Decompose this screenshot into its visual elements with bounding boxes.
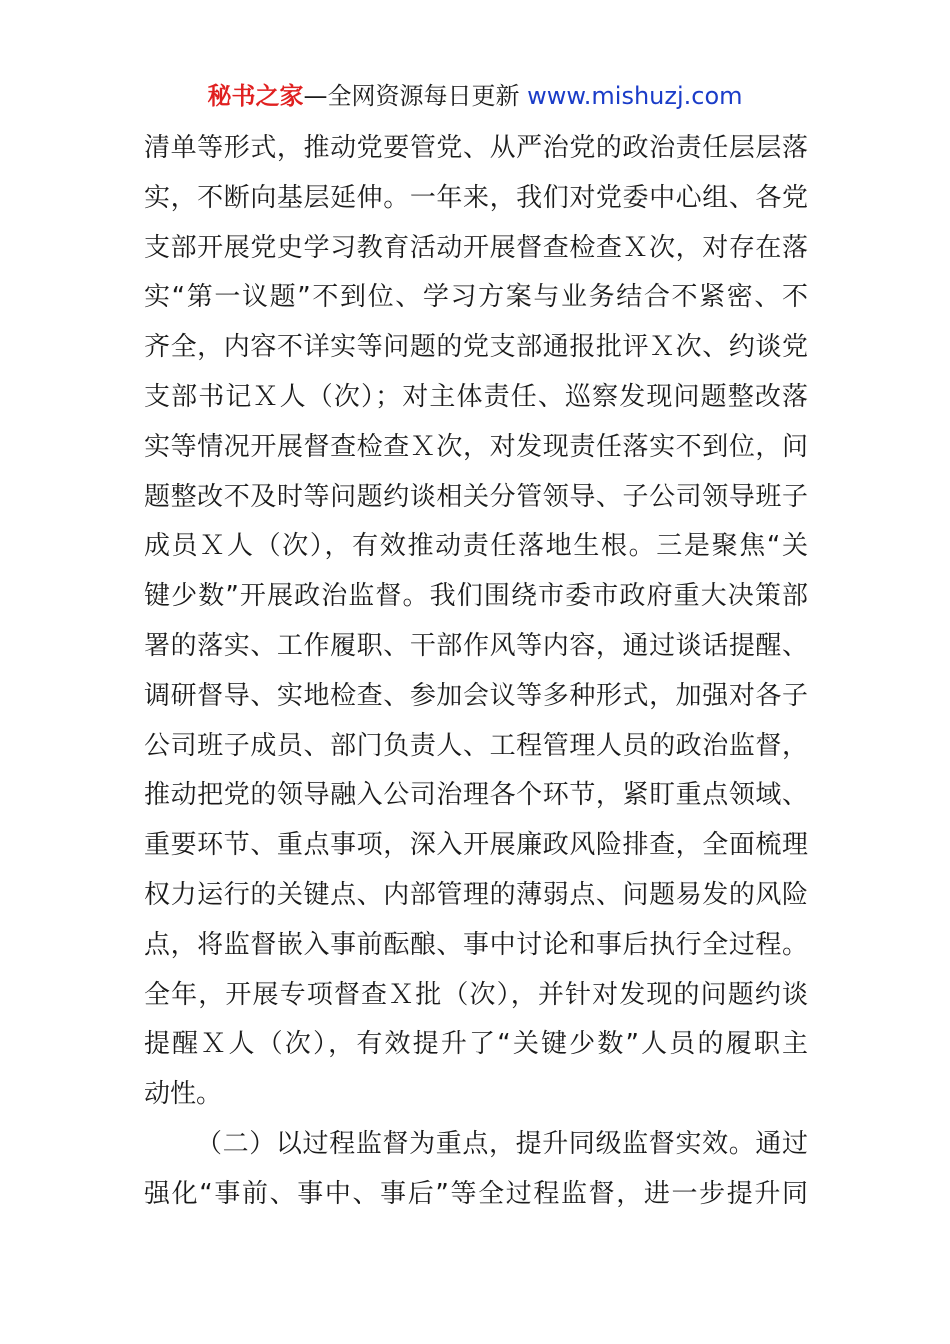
site-header [0, 80, 950, 112]
text-line: 支部开展党史学习教育活动开展督查检查Ｘ次，对存在落 [144, 232, 808, 263]
text-line: 实，不断向基层延伸。一年来，我们对党委中心组、各党 [144, 182, 808, 213]
text-line: 题整改不及时等问题约谈相关分管领导、子公司领导班子 [144, 481, 808, 512]
text-line: 清单等形式，推动党要管党、从严治党的政治责任层层落 [144, 133, 808, 163]
text-line: 公司班子成员、部门负责人、工程管理人员的政治监督， [144, 730, 808, 761]
text-line: 全年，开展专项督查Ｘ批（次），并针对发现的问题约谈 [144, 979, 808, 1010]
text-line: 权力运行的关键点、内部管理的薄弱点、问题易发的风险 [144, 879, 808, 910]
document-body [144, 124, 808, 1220]
text-line: 提醒Ｘ人（次），有效提升了“关键少数”人员的履职主 [144, 1029, 808, 1060]
text-line: 成员Ｘ人（次），有效推动责任落地生根。三是聚焦“关 [144, 531, 808, 562]
section-heading-line: （二）以过程监督为重点，提升同级监督实效。通过 [196, 1128, 808, 1159]
text-line: 署的落实、工作履职、干部作风等内容，通过谈话提醒、 [144, 630, 808, 661]
text-line: 齐全，内容不详实等问题的党支部通报批评Ｘ次、约谈党 [144, 332, 808, 363]
text-line: 支部书记Ｘ人（次）；对主体责任、巡察发现问题整改落 [144, 381, 808, 412]
text-line: 动性。 [144, 1079, 223, 1110]
site-brand: 秘书之家 [207, 82, 304, 110]
text-line: 实等情况开展督查检查Ｘ次，对发现责任落实不到位，问 [144, 431, 808, 462]
text-line: 键少数”开展政治监督。我们围绕市委市政府重大决策部 [144, 581, 808, 612]
text-line: 实“第一议题”不到位、学习方案与业务结合不紧密、不 [144, 282, 808, 313]
text-line: 推动把党的领导融入公司治理各个环节，紧盯重点领域、 [144, 780, 808, 811]
text-line: 强化“事前、事中、事后”等全过程监督，进一步提升同 [144, 1178, 808, 1209]
site-url-link[interactable]: www.mishuzj.com [527, 82, 743, 110]
text-line: 点，将监督嵌入事前酝酿、事中讨论和事后执行全过程。 [144, 929, 808, 960]
text-line: 重要环节、重点事项，深入开展廉政风险排查，全面梳理 [144, 830, 808, 861]
text-line: 调研督导、实地检查、参加会议等多种形式，加强对各子 [144, 680, 808, 711]
site-tagline: —全网资源每日更新 [303, 82, 528, 110]
